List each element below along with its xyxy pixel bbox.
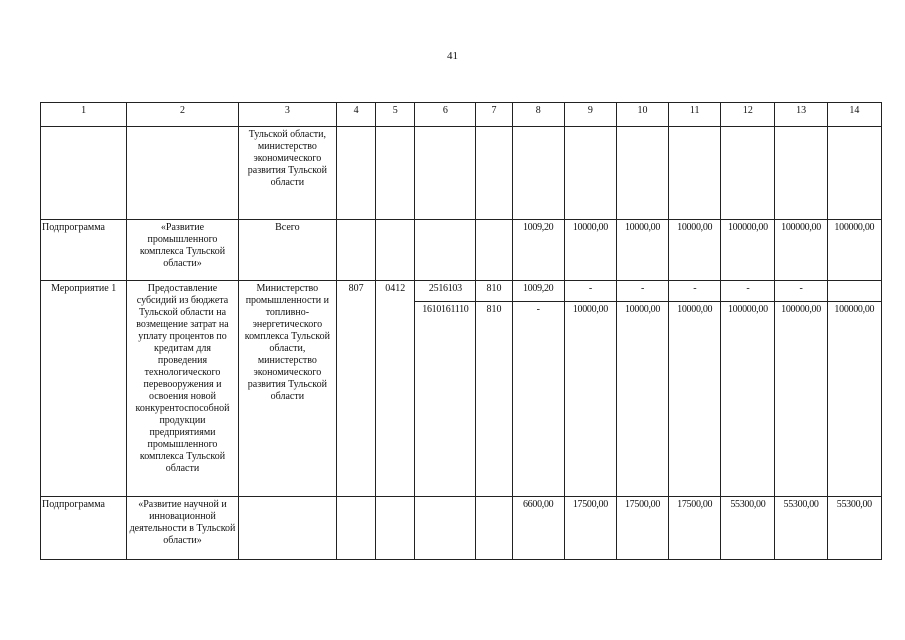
program-table — [40, 102, 882, 560]
empty-cell — [669, 127, 721, 220]
value-cell: 10000,00 — [669, 302, 721, 497]
row-type-cell: Мероприятие 1 — [41, 281, 127, 497]
name-cell: «Развитие научной и инновационной деятельности в Тульской области» — [127, 497, 238, 560]
value-cell: 17500,00 — [564, 497, 616, 560]
vr-cell: 810 — [476, 281, 512, 302]
value-cell: 55300,00 — [775, 497, 827, 560]
table-row-subprogram-1 — [41, 220, 882, 281]
value-cell: 6600,00 — [512, 497, 564, 560]
empty-cell — [376, 220, 415, 281]
empty-cell — [415, 127, 476, 220]
header-cell: 14 — [827, 103, 881, 127]
value-cell: 100000,00 — [775, 220, 827, 281]
value-cell: - — [616, 281, 668, 302]
value-cell: - — [564, 281, 616, 302]
value-cell: 1009,20 — [512, 281, 564, 302]
header-cell: 6 — [415, 103, 476, 127]
value-cell — [827, 281, 881, 302]
rzpr-cell: 0412 — [376, 281, 415, 497]
value-cell: - — [721, 281, 775, 302]
header-cell: 9 — [564, 103, 616, 127]
csr-cell: 2516103 — [415, 281, 476, 302]
value-cell: 1009,20 — [512, 220, 564, 281]
vr-cell: 810 — [476, 302, 512, 497]
header-cell: 10 — [616, 103, 668, 127]
value-cell: 55300,00 — [827, 497, 881, 560]
empty-cell — [476, 127, 512, 220]
header-cell: 3 — [238, 103, 336, 127]
value-cell: 55300,00 — [721, 497, 775, 560]
value-cell: 17500,00 — [616, 497, 668, 560]
table-row-continuation — [41, 127, 882, 220]
header-cell: 1 — [41, 103, 127, 127]
empty-cell — [376, 497, 415, 560]
row-type-cell: Подпрограмма — [41, 497, 127, 560]
empty-cell — [337, 127, 376, 220]
empty-cell — [376, 127, 415, 220]
value-cell: 100000,00 — [721, 302, 775, 497]
executor-cell: Министерство промышленности и топливно-энергетического комплекса Тульской области, министерство экономического развития Тульской области — [238, 281, 336, 497]
value-cell: - — [512, 302, 564, 497]
value-cell: 100000,00 — [827, 220, 881, 281]
value-cell: 100000,00 — [721, 220, 775, 281]
executor-cell: Всего — [238, 220, 336, 281]
csr-cell: 1610161110 — [415, 302, 476, 497]
empty-cell — [415, 497, 476, 560]
empty-cell — [775, 127, 827, 220]
empty-cell — [415, 220, 476, 281]
executor-cell: Тульской области, министерство экономического развития Тульской области — [238, 127, 336, 220]
value-cell: 10000,00 — [616, 302, 668, 497]
row-type-cell: Подпрограмма — [41, 220, 127, 281]
grbs-cell: 807 — [337, 281, 376, 497]
header-cell: 4 — [337, 103, 376, 127]
table-row-event-1-line-1 — [41, 281, 882, 302]
value-cell: 10000,00 — [616, 220, 668, 281]
empty-cell — [476, 220, 512, 281]
value-cell: 17500,00 — [669, 497, 721, 560]
empty-cell — [127, 127, 238, 220]
value-cell: - — [669, 281, 721, 302]
value-cell: 100000,00 — [827, 302, 881, 497]
value-cell: 100000,00 — [775, 302, 827, 497]
value-cell: 10000,00 — [564, 302, 616, 497]
name-cell: «Развитие промышленного комплекса Тульской области» — [127, 220, 238, 281]
header-row — [41, 103, 882, 127]
header-cell: 7 — [476, 103, 512, 127]
empty-cell — [512, 127, 564, 220]
header-cell: 8 — [512, 103, 564, 127]
name-cell: Предоставление субсидий из бюджета Тульской области на возмещение затрат на уплату процентов по кредитам для проведения технологического перевооружения и освоения новой конкурентоспособной продукции предприятиями промышленного комплекса Тульской области — [127, 281, 238, 497]
header-cell: 13 — [775, 103, 827, 127]
header-cell: 12 — [721, 103, 775, 127]
empty-cell — [564, 127, 616, 220]
empty-cell — [337, 497, 376, 560]
empty-cell — [41, 127, 127, 220]
empty-cell — [827, 127, 881, 220]
header-cell: 2 — [127, 103, 238, 127]
value-cell: 10000,00 — [669, 220, 721, 281]
page-number: 41 — [447, 50, 458, 62]
header-cell: 11 — [669, 103, 721, 127]
value-cell: 10000,00 — [564, 220, 616, 281]
empty-cell — [476, 497, 512, 560]
empty-cell — [721, 127, 775, 220]
empty-cell — [616, 127, 668, 220]
value-cell: - — [775, 281, 827, 302]
table-row-subprogram-2 — [41, 497, 882, 560]
empty-cell — [238, 497, 336, 560]
header-cell: 5 — [376, 103, 415, 127]
empty-cell — [337, 220, 376, 281]
